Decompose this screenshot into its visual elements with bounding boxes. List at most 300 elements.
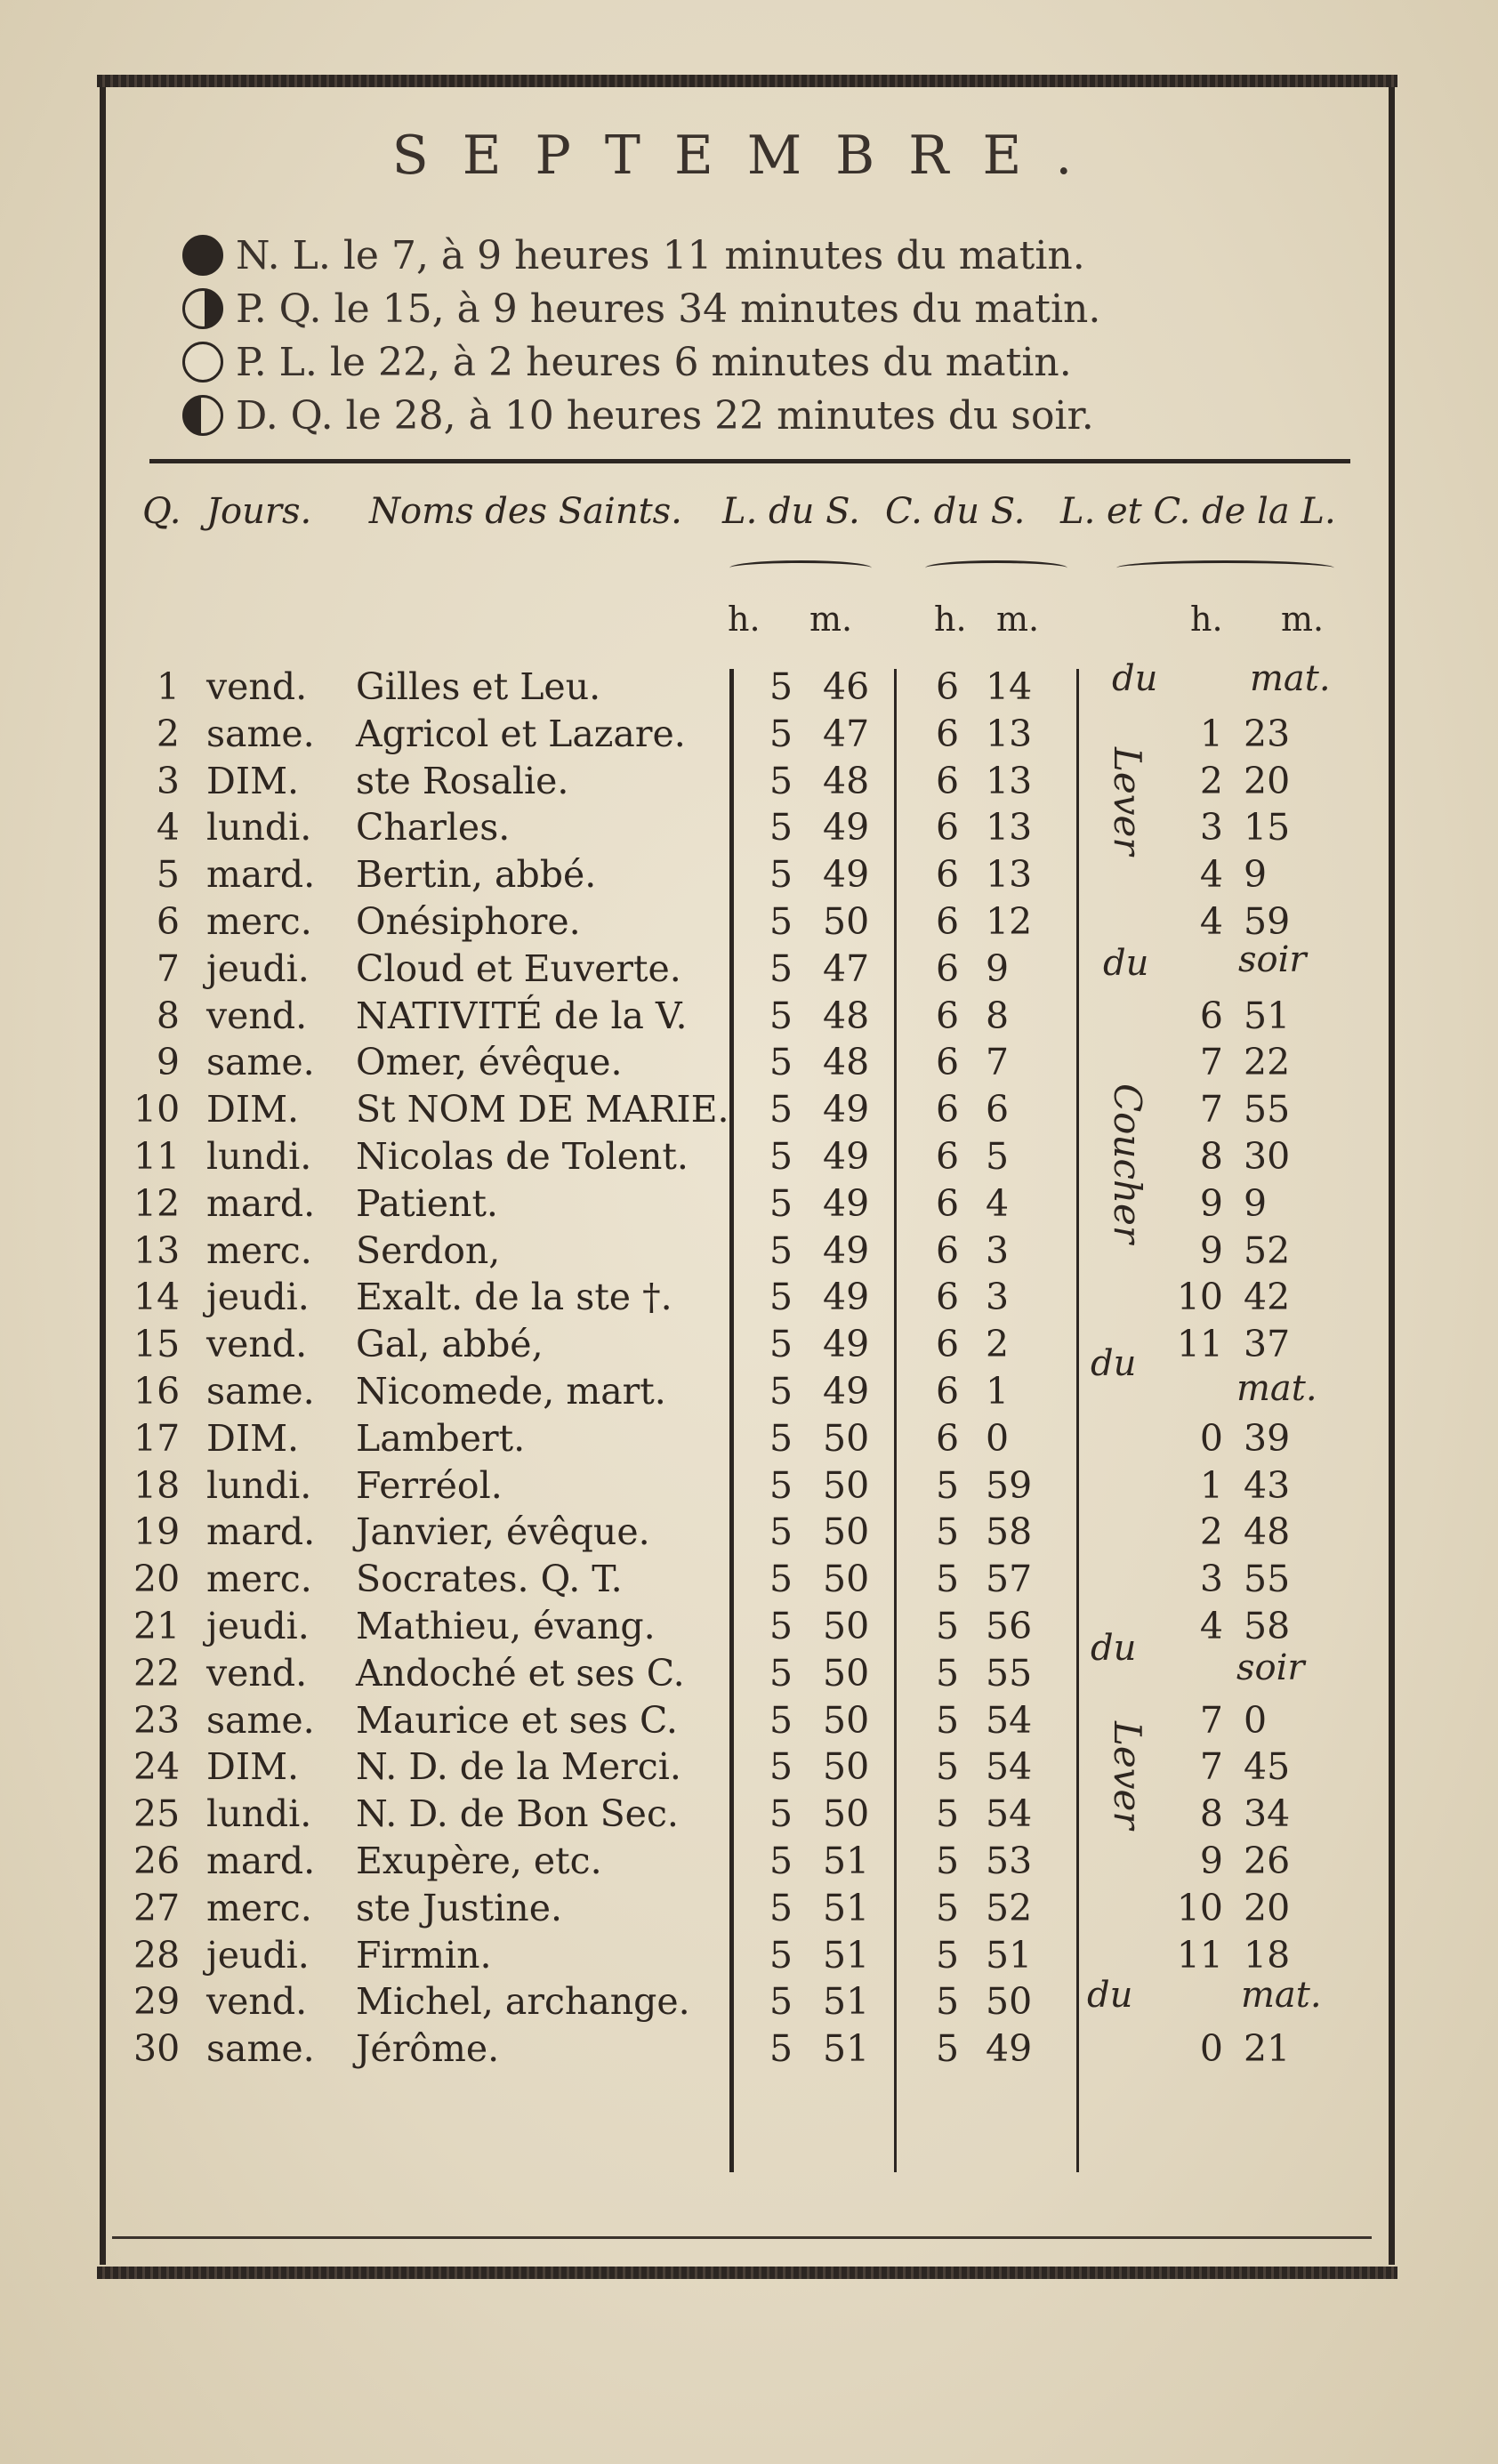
sunset-minute: 1: [986, 1370, 1010, 1413]
phase-first-quarter: [236, 286, 1348, 332]
brace-sun-rise: [729, 560, 872, 576]
sunset-hour: 6: [935, 1323, 960, 1366]
phase-text: N. L. le 7, à 9 heures 11 minutes du matin.: [236, 233, 1085, 278]
saint-name: Agricol et Lazare.: [356, 712, 686, 755]
sunset-minute: 14: [986, 665, 1033, 708]
moon-minute: 23: [1244, 712, 1291, 755]
weekday: lundi.: [206, 1463, 312, 1507]
sunrise-minute: 49: [823, 1323, 870, 1366]
table-row: [0, 1276, 1498, 1323]
phase-last-quarter: [236, 393, 1348, 439]
sunset-hour: 6: [935, 1370, 960, 1413]
sunrise-hour: 5: [769, 946, 793, 990]
sunset-hour: 6: [935, 759, 960, 802]
sunset-minute: 54: [986, 1698, 1033, 1742]
sunset-hour: 5: [935, 1840, 960, 1882]
label-mat: mat.: [1250, 658, 1331, 699]
header-lune: L. et C. de la L.: [1060, 491, 1336, 532]
sunrise-hour: 5: [769, 1181, 793, 1225]
sunset-hour: 5: [935, 1745, 960, 1789]
label-du: du: [1087, 1975, 1133, 2016]
sunset-minute: 3: [986, 1276, 1010, 1319]
saint-name: ste Justine.: [356, 1886, 562, 1929]
table-row: [0, 1745, 1498, 1792]
day-number: 1: [156, 665, 180, 708]
weekday: vend.: [206, 665, 308, 708]
day-number: 6: [156, 900, 180, 943]
sunset-hour: 5: [935, 1980, 960, 2024]
day-number: 23: [133, 1698, 181, 1742]
moon-hour: 2: [1199, 759, 1223, 802]
saint-name: Jérôme.: [356, 2027, 500, 2071]
table-row: [0, 713, 1498, 760]
table-row: [0, 1840, 1498, 1887]
unit-m: m.: [1281, 600, 1325, 639]
day-number: 26: [133, 1840, 181, 1882]
sunrise-hour: 5: [769, 1840, 793, 1882]
day-number: 24: [133, 1745, 181, 1789]
sunset-minute: 51: [986, 1933, 1033, 1977]
table-row: [0, 1980, 1498, 2027]
sunrise-hour: 5: [769, 759, 793, 802]
sunrise-minute: 49: [823, 1181, 870, 1225]
weekday: merc.: [206, 900, 312, 943]
sunrise-minute: 49: [823, 806, 870, 850]
moon-hour: 9: [1199, 1228, 1223, 1272]
sunset-minute: 2: [986, 1323, 1010, 1366]
saint-name: Serdon,: [356, 1228, 501, 1272]
sunset-minute: 5: [986, 1135, 1010, 1178]
moon-hour: 11: [1176, 1323, 1223, 1366]
day-number: 4: [156, 806, 180, 850]
sunrise-minute: 51: [823, 2027, 870, 2071]
header-lever-soleil: L. du S.: [722, 491, 860, 532]
sunset-hour: 6: [935, 712, 960, 755]
moon-hour: 8: [1199, 1135, 1223, 1178]
moon-minute: 59: [1244, 900, 1291, 943]
sunset-minute: 13: [986, 806, 1033, 850]
moon-minute: 34: [1244, 1792, 1291, 1836]
sunset-minute: 4: [986, 1181, 1010, 1225]
sunset-hour: 6: [935, 1228, 960, 1272]
sunrise-minute: 51: [823, 1886, 870, 1929]
sunset-hour: 6: [935, 1135, 960, 1178]
weekday: vend.: [206, 1323, 308, 1366]
saint-name: Mathieu, évang.: [356, 1605, 656, 1647]
sunset-hour: 6: [935, 900, 960, 943]
table-row: [0, 1510, 1498, 1558]
moon-hour: 7: [1199, 1698, 1223, 1742]
table-row: [0, 1464, 1498, 1511]
saint-name: Charles.: [356, 806, 511, 850]
header-rule: [149, 459, 1350, 463]
sunset-minute: 12: [986, 900, 1033, 943]
sunset-hour: 6: [935, 1276, 960, 1319]
sunrise-hour: 5: [769, 1510, 793, 1554]
sunrise-minute: 50: [823, 1416, 870, 1460]
saint-name: Nicolas de Tolent.: [356, 1135, 689, 1178]
moon-minute: 9: [1244, 853, 1268, 897]
moon-minute: 21: [1244, 2027, 1291, 2071]
brace-moon: [1116, 560, 1334, 576]
weekday: lundi.: [206, 806, 312, 850]
saint-name: Omer, évêque.: [356, 1041, 623, 1084]
moon-hour: 7: [1199, 1041, 1223, 1084]
table-row: [0, 760, 1498, 807]
table-row: [0, 1370, 1498, 1417]
moon-hour: 0: [1199, 1416, 1223, 1460]
moon-hour: 7: [1199, 1745, 1223, 1789]
moon-minute: 20: [1244, 1886, 1291, 1929]
header-saints: Noms des Saints.: [369, 491, 682, 532]
sunset-minute: 59: [986, 1463, 1033, 1507]
saint-name: Exalt. de la ste †.: [356, 1276, 672, 1319]
sunrise-hour: 5: [769, 2027, 793, 2071]
moon-minute: 18: [1244, 1933, 1291, 1977]
sunrise-hour: 5: [769, 1370, 793, 1413]
saint-name: Andoché et ses C.: [356, 1651, 685, 1695]
saint-name: Maurice et ses C.: [356, 1698, 678, 1742]
phase-new-moon: [236, 233, 1348, 278]
moon-minute: 37: [1244, 1323, 1291, 1366]
sunset-hour: 6: [935, 1181, 960, 1225]
label-du: du: [1112, 658, 1158, 699]
sunrise-minute: 49: [823, 1088, 870, 1131]
moon-hour: 9: [1199, 1840, 1223, 1882]
sunset-minute: 3: [986, 1228, 1010, 1272]
moon-hour: 1: [1199, 1463, 1223, 1507]
table-row: [0, 806, 1498, 853]
sunrise-minute: 48: [823, 994, 870, 1037]
sunrise-minute: 50: [823, 1745, 870, 1789]
sunset-hour: 6: [935, 1041, 960, 1084]
sunset-hour: 6: [935, 1416, 960, 1460]
moon-hour: 4: [1199, 900, 1223, 943]
sunset-hour: 5: [935, 1605, 960, 1647]
sunrise-minute: 49: [823, 853, 870, 897]
label-lever: Lever: [1106, 1721, 1149, 1830]
sunset-minute: 13: [986, 712, 1033, 755]
weekday: mard.: [206, 1181, 316, 1225]
weekday: DIM.: [206, 1745, 300, 1789]
sunrise-hour: 5: [769, 1605, 793, 1647]
day-number: 13: [133, 1228, 181, 1272]
sunset-hour: 5: [935, 1558, 960, 1601]
sunset-minute: 55: [986, 1651, 1033, 1695]
weekday: jeudi.: [206, 1605, 310, 1647]
sunset-minute: 49: [986, 2027, 1033, 2071]
moon-hour: 4: [1199, 1605, 1223, 1647]
weekday: same.: [206, 712, 315, 755]
sunset-hour: 6: [935, 665, 960, 708]
label-soir: soir: [1236, 1647, 1305, 1688]
saint-name: St NOM DE MARIE.: [356, 1088, 729, 1131]
sunrise-minute: 48: [823, 759, 870, 802]
moon-minute: 0: [1244, 1698, 1268, 1742]
sunset-minute: 57: [986, 1558, 1033, 1601]
weekday: DIM.: [206, 1088, 300, 1131]
header-jours: Jours.: [206, 491, 312, 532]
sunrise-hour: 5: [769, 1416, 793, 1460]
moon-minute: 42: [1244, 1276, 1291, 1319]
sunset-hour: 5: [935, 1651, 960, 1695]
day-number: 16: [133, 1370, 181, 1413]
last-quarter-icon: [182, 395, 223, 436]
sunrise-minute: 50: [823, 1605, 870, 1647]
new-moon-icon: [182, 235, 223, 276]
weekday: same.: [206, 1041, 315, 1084]
sunrise-minute: 49: [823, 1370, 870, 1413]
sunset-minute: 50: [986, 1980, 1033, 2024]
saint-name: Firmin.: [356, 1933, 492, 1977]
moon-minute: 45: [1244, 1745, 1291, 1789]
day-number: 29: [133, 1980, 181, 2024]
saint-name: Ferréol.: [356, 1463, 503, 1507]
saint-name: Gilles et Leu.: [356, 665, 601, 708]
day-number: 8: [156, 994, 180, 1037]
moon-minute: 48: [1244, 1510, 1291, 1554]
moon-minute: 43: [1244, 1463, 1291, 1507]
sunset-hour: 5: [935, 1463, 960, 1507]
sunrise-minute: 48: [823, 1041, 870, 1084]
table-row: [0, 1182, 1498, 1229]
day-number: 10: [133, 1088, 181, 1131]
weekday: same.: [206, 1698, 315, 1742]
sunrise-hour: 5: [769, 1276, 793, 1319]
moon-hour: 3: [1199, 806, 1223, 850]
day-number: 27: [133, 1886, 181, 1929]
sunset-minute: 54: [986, 1745, 1033, 1789]
sunrise-hour: 5: [769, 1558, 793, 1601]
moon-hour: 1: [1199, 712, 1223, 755]
saint-name: Exupère, etc.: [356, 1840, 602, 1882]
brace-sun-set: [925, 560, 1067, 576]
table-row: [0, 1652, 1498, 1699]
weekday: mard.: [206, 1510, 316, 1554]
header-coucher-soleil: C. du S.: [885, 491, 1026, 532]
sunrise-minute: 49: [823, 1276, 870, 1319]
table-row: [0, 1887, 1498, 1934]
phase-full-moon: [236, 340, 1348, 385]
sunrise-minute: 50: [823, 1698, 870, 1742]
saint-name: Janvier, évêque.: [356, 1510, 650, 1554]
moon-hour: 2: [1199, 1510, 1223, 1554]
weekday: vend.: [206, 994, 308, 1037]
bottom-rule: [112, 2236, 1372, 2239]
saint-name: NATIVITÉ de la V.: [356, 994, 688, 1037]
moon-hour: 10: [1176, 1276, 1223, 1319]
sunset-minute: 56: [986, 1605, 1033, 1647]
label-soir: soir: [1238, 939, 1307, 980]
weekday: merc.: [206, 1558, 312, 1601]
day-number: 28: [133, 1933, 181, 1977]
sunrise-minute: 46: [823, 665, 870, 708]
sunrise-hour: 5: [769, 853, 793, 897]
table-row: [0, 1229, 1498, 1276]
sunrise-minute: 51: [823, 1980, 870, 2024]
moon-minute: 9: [1244, 1181, 1268, 1225]
sunrise-hour: 5: [769, 1463, 793, 1507]
moon-minute: 26: [1244, 1840, 1291, 1882]
weekday: merc.: [206, 1886, 312, 1929]
sunrise-minute: 49: [823, 1135, 870, 1178]
unit-h: h.: [1190, 600, 1223, 639]
table-row: [0, 1605, 1498, 1652]
sunset-hour: 5: [935, 2027, 960, 2071]
moon-hour: 11: [1176, 1933, 1223, 1977]
label-coucher: Coucher: [1106, 1083, 1149, 1244]
day-number: 25: [133, 1792, 181, 1836]
moon-minute: 52: [1244, 1228, 1291, 1272]
sunrise-hour: 5: [769, 1886, 793, 1929]
sunrise-minute: 51: [823, 1840, 870, 1882]
sunset-hour: 5: [935, 1933, 960, 1977]
sunrise-minute: 49: [823, 1228, 870, 1272]
moon-minute: 39: [1244, 1416, 1291, 1460]
sunset-minute: 13: [986, 853, 1033, 897]
sunset-hour: 6: [935, 806, 960, 850]
day-number: 5: [156, 853, 180, 897]
day-number: 11: [133, 1135, 181, 1178]
sunrise-hour: 5: [769, 1980, 793, 2024]
sunrise-minute: 51: [823, 1933, 870, 1977]
full-moon-icon: [182, 342, 223, 382]
sunset-hour: 5: [935, 1792, 960, 1836]
moon-minute: 58: [1244, 1605, 1291, 1647]
moon-minute: 55: [1244, 1088, 1291, 1131]
weekday: vend.: [206, 1651, 308, 1695]
table-row: [0, 900, 1498, 947]
label-mat: mat.: [1241, 1975, 1322, 2016]
sunrise-minute: 50: [823, 1792, 870, 1836]
unit-m: m.: [996, 600, 1040, 639]
sunset-hour: 5: [935, 1510, 960, 1554]
moon-minute: 30: [1244, 1135, 1291, 1178]
day-number: 30: [133, 2027, 181, 2071]
table-row: [0, 1934, 1498, 1981]
label-du: du: [1091, 1628, 1137, 1669]
saint-name: Gal, abbé,: [356, 1323, 544, 1366]
phase-text: P. L. le 22, à 2 heures 6 minutes du matin.: [236, 340, 1072, 385]
day-number: 7: [156, 946, 180, 990]
sunset-minute: 8: [986, 994, 1010, 1037]
sunrise-hour: 5: [769, 1088, 793, 1131]
label-du: du: [1103, 943, 1149, 984]
sunrise-hour: 5: [769, 1651, 793, 1695]
table-row: [0, 1135, 1498, 1182]
moon-hour: 9: [1199, 1181, 1223, 1225]
saint-name: Nicomede, mart.: [356, 1370, 666, 1413]
day-number: 2: [156, 712, 180, 755]
weekday: mard.: [206, 853, 316, 897]
weekday: mard.: [206, 1840, 316, 1882]
sunrise-hour: 5: [769, 806, 793, 850]
moon-minute: 55: [1244, 1558, 1291, 1601]
moon-hour: 10: [1176, 1886, 1223, 1929]
weekday: jeudi.: [206, 1933, 310, 1977]
label-du: du: [1091, 1343, 1137, 1384]
sunset-minute: 58: [986, 1510, 1033, 1554]
weekday: DIM.: [206, 1416, 300, 1460]
saint-name: ste Rosalie.: [356, 759, 569, 802]
moon-minute: 15: [1244, 806, 1291, 850]
unit-m: m.: [809, 600, 853, 639]
day-number: 12: [133, 1181, 181, 1225]
sunrise-hour: 5: [769, 712, 793, 755]
saint-name: Onésiphore.: [356, 900, 581, 943]
table-row: [0, 665, 1498, 713]
page-title: SEPTEMBRE.: [391, 125, 1107, 187]
saint-name: Cloud et Euverte.: [356, 946, 681, 990]
sunset-hour: 6: [935, 853, 960, 897]
sunrise-hour: 5: [769, 1792, 793, 1836]
table-row: [0, 853, 1498, 900]
sunset-minute: 9: [986, 946, 1010, 990]
day-number: 3: [156, 759, 180, 802]
day-number: 14: [133, 1276, 181, 1319]
sunset-hour: 5: [935, 1886, 960, 1929]
saint-name: Patient.: [356, 1181, 498, 1225]
weekday: merc.: [206, 1228, 312, 1272]
sunset-minute: 53: [986, 1840, 1033, 1882]
unit-h: h.: [934, 600, 967, 639]
weekday: lundi.: [206, 1792, 312, 1836]
day-number: 21: [133, 1605, 181, 1647]
phase-text: D. Q. le 28, à 10 heures 22 minutes du soir.: [236, 393, 1094, 439]
label-lever: Lever: [1106, 747, 1149, 856]
day-number: 19: [133, 1510, 181, 1554]
sunrise-hour: 5: [769, 665, 793, 708]
sunset-minute: 52: [986, 1886, 1033, 1929]
sunrise-minute: 47: [823, 946, 870, 990]
table-row: [0, 1417, 1498, 1464]
label-mat: mat.: [1236, 1368, 1317, 1409]
saint-name: N. D. de la Merci.: [356, 1745, 681, 1789]
table-row: [0, 1558, 1498, 1605]
weekday: jeudi.: [206, 1276, 310, 1319]
moon-hour: 4: [1199, 853, 1223, 897]
sunset-hour: 5: [935, 1698, 960, 1742]
sunrise-hour: 5: [769, 994, 793, 1037]
weekday: same.: [206, 1370, 315, 1413]
phase-text: P. Q. le 15, à 9 heures 34 minutes du matin.: [236, 286, 1101, 332]
sunrise-minute: 50: [823, 1558, 870, 1601]
sunset-minute: 54: [986, 1792, 1033, 1836]
moon-hour: 0: [1199, 2027, 1223, 2071]
moon-minute: 20: [1244, 759, 1291, 802]
sunrise-hour: 5: [769, 1745, 793, 1789]
sunrise-minute: 50: [823, 1510, 870, 1554]
sunrise-hour: 5: [769, 1135, 793, 1178]
table-row: [0, 2027, 1498, 2074]
moon-hour: 7: [1199, 1088, 1223, 1131]
day-number: 18: [133, 1463, 181, 1507]
sunset-hour: 6: [935, 1088, 960, 1131]
sunset-minute: 0: [986, 1416, 1010, 1460]
saint-name: Lambert.: [356, 1416, 526, 1460]
weekday: vend.: [206, 1980, 308, 2024]
sunrise-hour: 5: [769, 1323, 793, 1366]
moon-minute: 51: [1244, 994, 1291, 1037]
saint-name: Bertin, abbé.: [356, 853, 597, 897]
moon-minute: 22: [1244, 1041, 1291, 1084]
table-row: [0, 1041, 1498, 1088]
first-quarter-icon: [182, 288, 223, 329]
moon-hour: 6: [1199, 994, 1223, 1037]
weekday: jeudi.: [206, 946, 310, 990]
table-row: [0, 1792, 1498, 1840]
day-number: 9: [156, 1041, 180, 1084]
